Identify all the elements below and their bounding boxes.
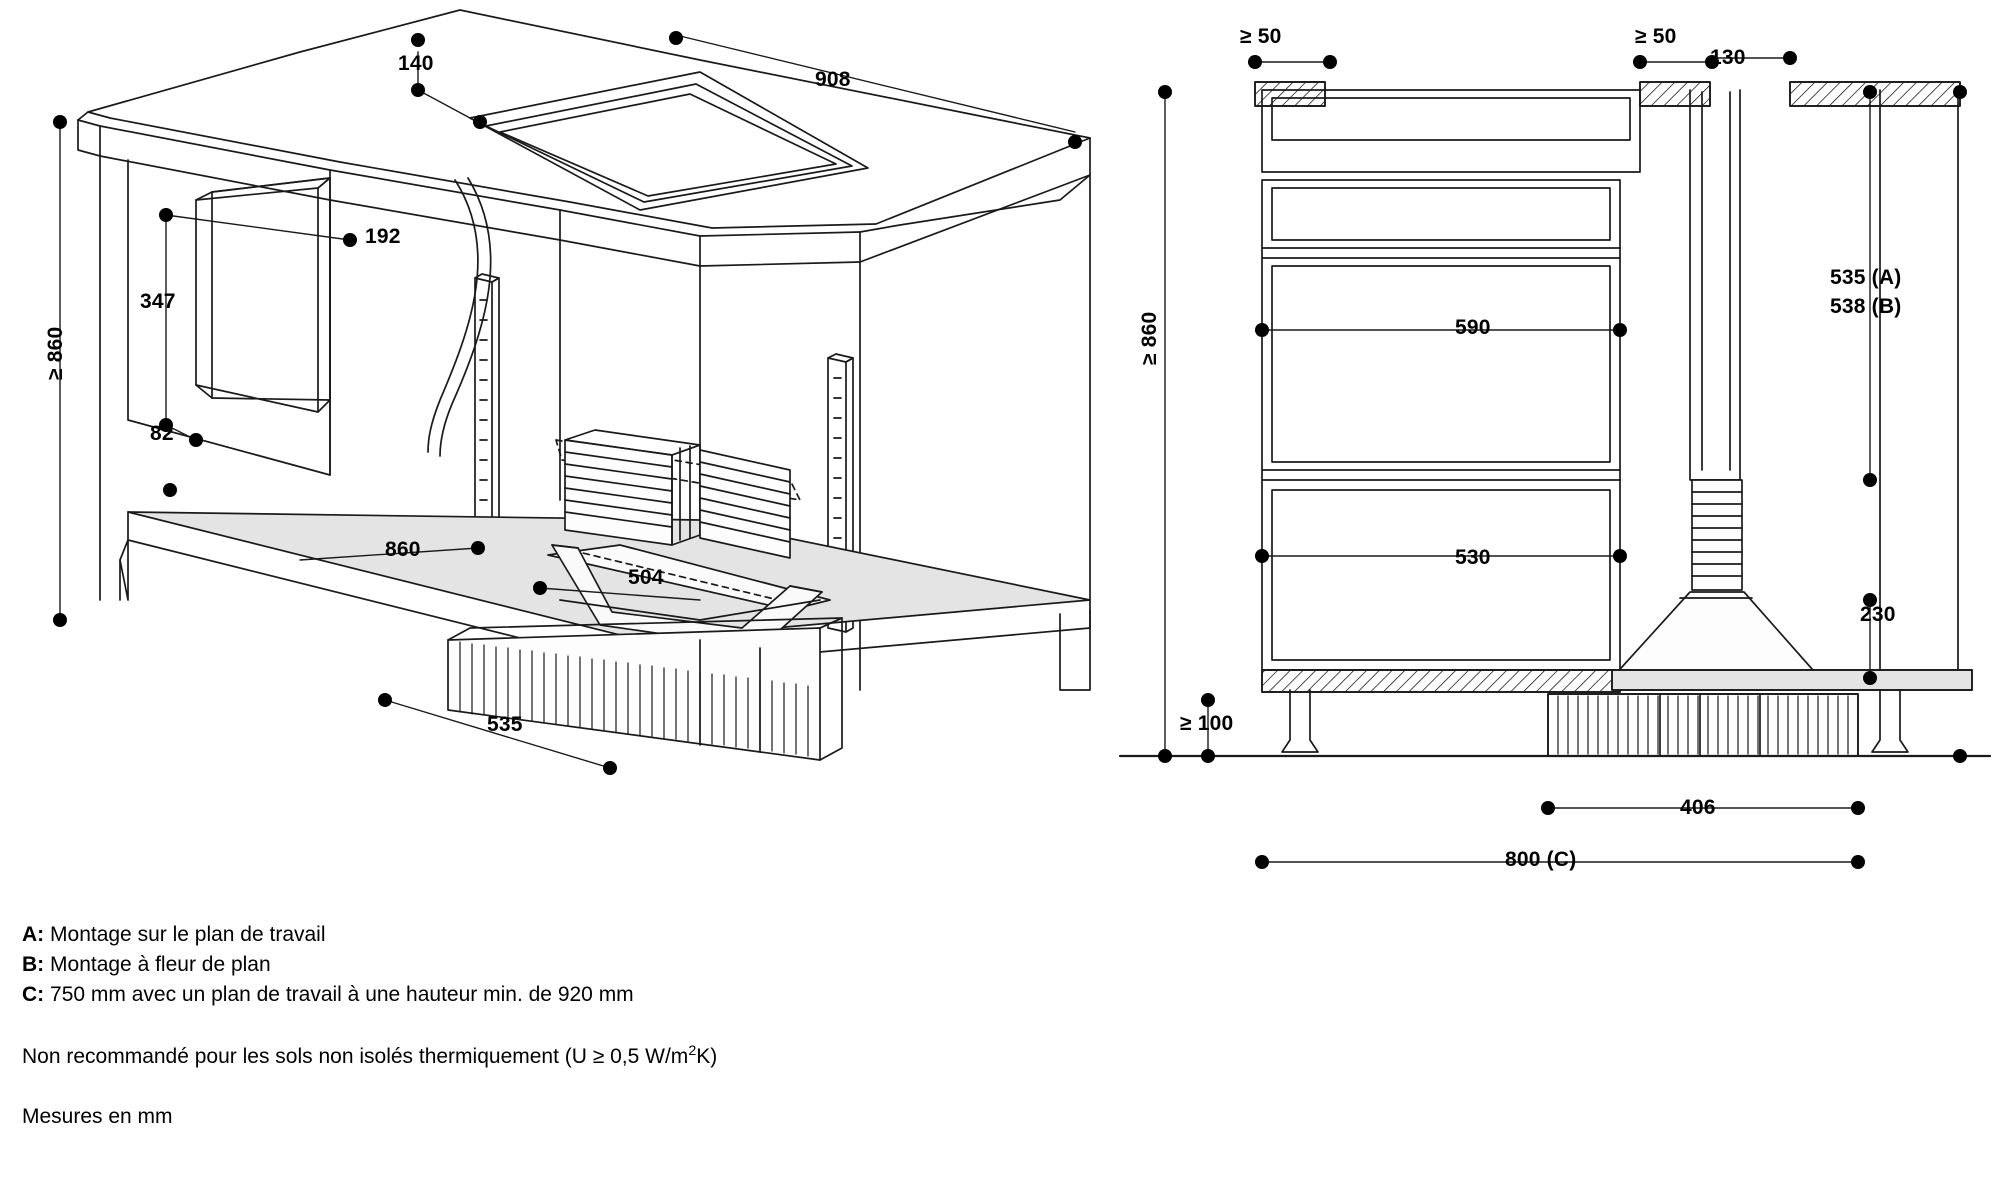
dim-535: 535 — [487, 713, 523, 736]
legend-text-c: 750 mm avec un plan de travail à une hauteur min. de 920 mm — [50, 983, 634, 1006]
legend-note-sup: 2 — [688, 1043, 697, 1059]
dim-min860-right: ≥ 860 — [1138, 311, 1161, 365]
dim-860-base: 860 — [385, 538, 421, 561]
legend — [22, 920, 1122, 1132]
dim-min50-right: ≥ 50 — [1635, 25, 1677, 48]
dim-406: 406 — [1680, 796, 1716, 819]
dim-min50-left: ≥ 50 — [1240, 25, 1282, 48]
dim-590: 590 — [1455, 316, 1491, 339]
dim-860-left: ≥ 860 — [44, 326, 67, 380]
perspective-room — [78, 10, 1090, 760]
legend-units: Mesures en mm — [22, 1105, 173, 1128]
dim-908: 908 — [815, 68, 851, 91]
legend-item-c — [22, 980, 1122, 1010]
legend-note-end: K) — [696, 1045, 718, 1068]
section-view — [1120, 82, 1990, 756]
dim-538-B: 538 (B) — [1830, 295, 1902, 318]
dim-347: 347 — [140, 290, 176, 313]
legend-item-b — [22, 950, 1122, 980]
legend-item-a — [22, 920, 1122, 950]
legend-text-a: Montage sur le plan de travail — [50, 923, 326, 946]
dim-535-A: 535 (A) — [1830, 266, 1902, 289]
dim-192: 192 — [365, 225, 401, 248]
dim-140: 140 — [398, 52, 434, 75]
dim-130: 130 — [1710, 46, 1746, 69]
legend-key-b: B: — [22, 953, 45, 976]
legend-key-c: C: — [22, 983, 45, 1006]
dim-504: 504 — [628, 566, 664, 589]
legend-key-a: A: — [22, 923, 45, 946]
dim-800-C: 800 (C) — [1505, 848, 1577, 871]
dim-230: 230 — [1860, 603, 1896, 626]
legend-note-text: Non recommandé pour les sols non isolés thermiquement (U ≥ 0,5 W/m — [22, 1045, 689, 1068]
legend-note — [22, 1036, 1122, 1072]
dim-min100: ≥ 100 — [1180, 712, 1234, 735]
legend-text-b: Montage à fleur de plan — [50, 953, 271, 976]
dim-530: 530 — [1455, 546, 1491, 569]
dim-82: 82 — [150, 422, 174, 445]
